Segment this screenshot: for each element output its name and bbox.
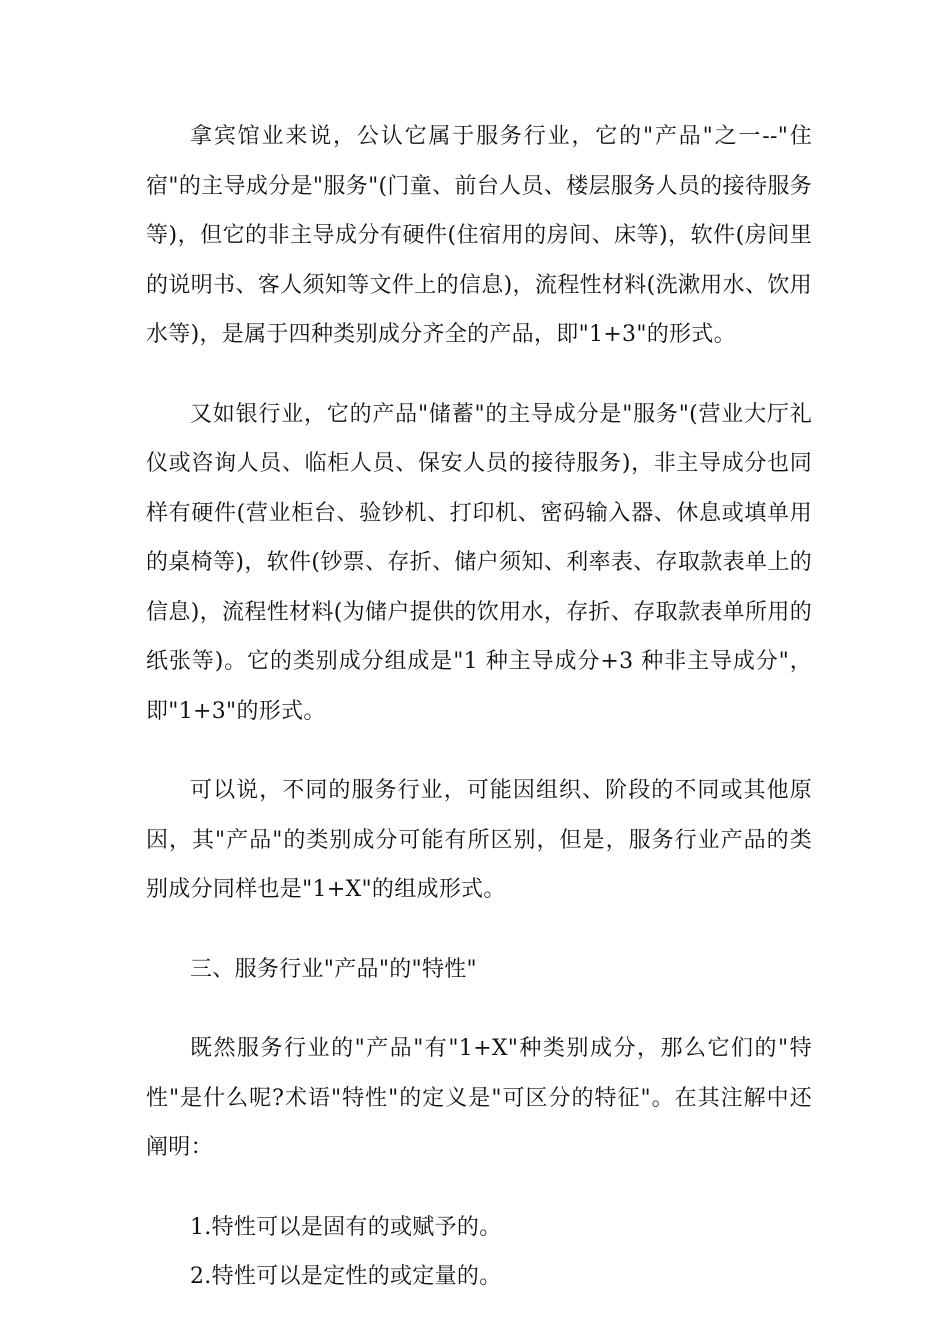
list-item: 2.特性可以是定性的或定量的。 (190, 1264, 502, 1289)
paragraph-spacer (146, 915, 812, 945)
paragraph-spacer (146, 1173, 812, 1203)
document-body (146, 112, 812, 1302)
paragraph-summary: 可以说，不同的服务行业，可能因组织、阶段的不同或其他原因，其"产品"的类别成分可能有所区别，但是，服务行业产品的类别成分同样也是"1+X"的组成形式。 (146, 778, 812, 902)
section-heading: 三、服务行业"产品"的"特性" (190, 956, 477, 982)
paragraph-spacer (146, 736, 812, 766)
paragraph-spacer (146, 994, 812, 1024)
paragraph-spacer (146, 360, 812, 390)
paragraph-characteristic: 既然服务行业的"产品"有"1+X"种类别成分，那么它们的"特性"是什么呢?术语"特性"的定义是"可区分的特征"。在其注解中还阐明： (146, 1036, 812, 1160)
paragraph-hotel: 拿宾馆业来说，公认它属于服务行业，它的"产品"之一--"住宿"的主导成分是"服务"(门童、前台人员、楼层服务人员的接待服务等)，但它的非主导成分有硬件(住宿用的房间、床等)，软件(房间里的说明书、客人须知等文件上的信息)，流程性材料(洗漱用水、饮用水等)，是属于四种类别成分齐全的产品，即"1+3"的形式。 (146, 124, 812, 347)
list-item: 1.特性可以是固有的或赋予的。 (190, 1214, 502, 1240)
paragraph-bank: 又如银行业，它的产品"储蓄"的主导成分是"服务"(营业大厅礼仪或咨询人员、临柜人员、保安人员的接待服务)，非主导成分也同样有硬件(营业柜台、验钞机、打印机、密码输入器、休息或填单用的桌椅等)，软件(钞票、存折、储户须知、利率表、存取款表单上的信息)，流程性材料(为储户提供的饮用水，存折、存取款表单所用的纸张等)。它的类别成分组成是"1 种主导成分+3 种非主导成分"，即"1+3"的形式。 (146, 401, 812, 724)
